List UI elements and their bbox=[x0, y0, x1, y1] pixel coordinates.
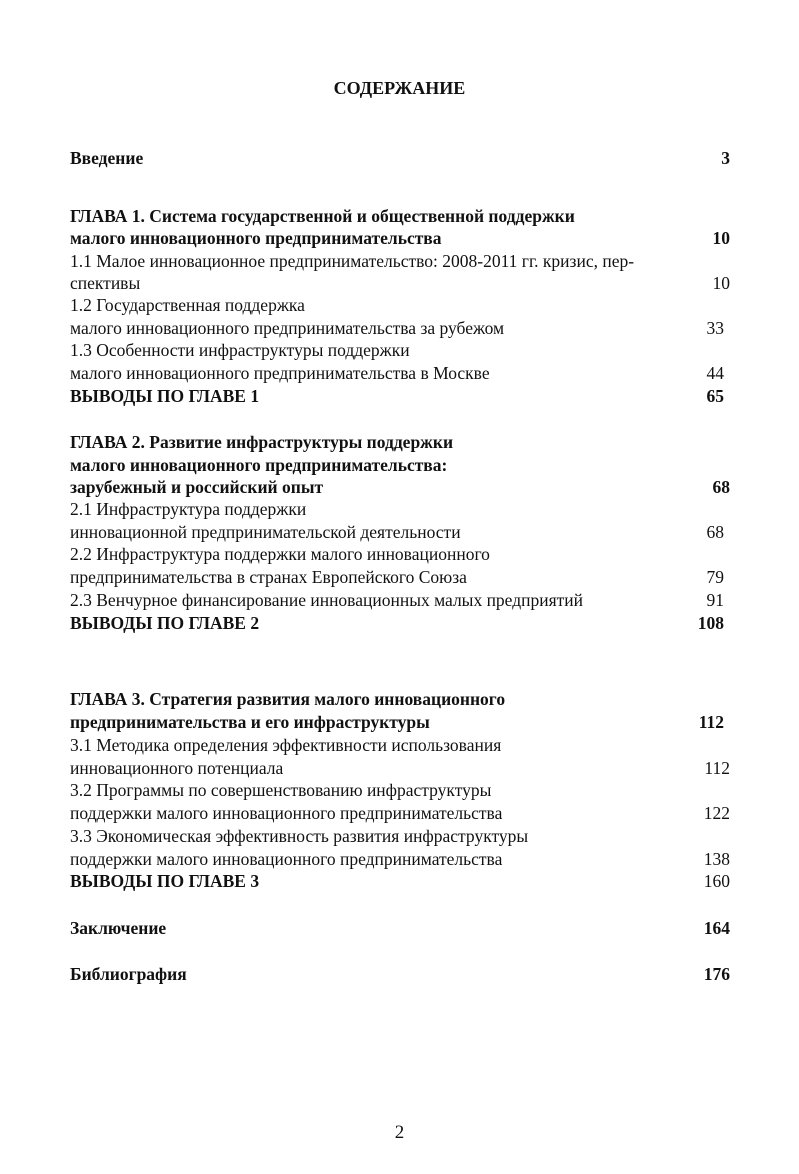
toc-ch2-s3-line1: 2.3 Венчурное финансирование инновационных малых предприятий bbox=[70, 590, 584, 610]
toc-ch1-conclusions-page: 65 bbox=[706, 386, 724, 406]
toc-ch3-s3-line2: поддержки малого инновационного предпринимательства bbox=[70, 849, 503, 869]
toc-ch2-title-line1: ГЛАВА 2. Развитие инфраструктуры поддержки bbox=[70, 432, 454, 452]
toc-ch1-s1-page: 10 bbox=[712, 273, 730, 293]
toc-ch3-conclusions-page: 160 bbox=[703, 871, 730, 891]
toc-ch3-s1-line2: инновационного потенциала bbox=[70, 758, 284, 778]
toc-ch3-title-line2: предпринимательства и его инфраструктуры bbox=[70, 712, 430, 732]
toc-ch1-s2-line1: 1.2 Государственная поддержка bbox=[70, 295, 305, 315]
toc-ch1-s1-line2: спективы bbox=[70, 273, 141, 293]
toc-ch1-s1-line1: 1.1 Малое инновационное предпринимательство: 2008-2011 гг. кризис, пер- bbox=[70, 251, 635, 271]
toc-ch1-s2-page: 33 bbox=[706, 318, 724, 338]
toc-conclusion-label: Заключение bbox=[70, 918, 167, 938]
toc-ch1-s2-line2: малого инновационного предпринимательства за рубежом bbox=[70, 318, 505, 338]
toc-ch3-s2-line2: поддержки малого инновационного предпринимательства bbox=[70, 803, 503, 823]
toc-ch1-page: 10 bbox=[712, 228, 730, 248]
toc-ch3-s3-page: 138 bbox=[703, 849, 730, 869]
toc-ch2-s2-page: 79 bbox=[706, 567, 724, 587]
toc-ch3-s2-page: 122 bbox=[703, 803, 730, 823]
toc-ch1-title-line2: малого инновационного предпринимательства bbox=[70, 228, 442, 248]
page-title: СОДЕРЖАНИЕ bbox=[333, 78, 466, 98]
toc-ch1-s3-line2: малого инновационного предпринимательства в Москве bbox=[70, 363, 490, 383]
toc-ch2-page: 68 bbox=[712, 477, 730, 497]
toc-ch2-s1-page: 68 bbox=[706, 522, 724, 542]
toc-bibliography-page: 176 bbox=[703, 964, 730, 984]
toc-bibliography-label: Библиография bbox=[70, 964, 187, 984]
toc-ch1-conclusions: ВЫВОДЫ ПО ГЛАВЕ 1 bbox=[70, 386, 260, 406]
toc-conclusion-page: 164 bbox=[703, 918, 730, 938]
toc-ch2-s2-line2: предпринимательства в странах Европейского Союза bbox=[70, 567, 467, 587]
toc-ch2-conclusions-page: 108 bbox=[697, 613, 724, 633]
toc-ch3-title-line1: ГЛАВА 3. Стратегия развития малого инновационного bbox=[70, 689, 506, 709]
toc-ch1-s3-line1: 1.3 Особенности инфраструктуры поддержки bbox=[70, 340, 410, 360]
toc-ch3-s1-line1: 3.1 Методика определения эффективности использования bbox=[70, 735, 502, 755]
toc-intro-page: 3 bbox=[721, 148, 730, 168]
toc-ch2-s1-line1: 2.1 Инфраструктура поддержки bbox=[70, 499, 307, 519]
toc-intro-label: Введение bbox=[70, 148, 144, 168]
toc-ch2-s1-line2: инновационной предпринимательской деятельности bbox=[70, 522, 461, 542]
toc-ch1-s3-page: 44 bbox=[706, 363, 724, 383]
toc-ch2-s3-page: 91 bbox=[706, 590, 724, 610]
toc-ch3-page: 112 bbox=[698, 712, 724, 732]
page-number: 2 bbox=[394, 1122, 405, 1143]
toc-ch2-s2-line1: 2.2 Инфраструктура поддержки малого инновационного bbox=[70, 544, 490, 564]
toc-ch2-title-line3: зарубежный и российский опыт bbox=[70, 477, 324, 497]
toc-ch2-title-line2: малого инновационного предпринимательства: bbox=[70, 455, 448, 475]
toc-ch3-s2-line1: 3.2 Программы по совершенствованию инфраструктуры bbox=[70, 780, 492, 800]
toc-ch3-s1-page: 112 bbox=[704, 758, 730, 778]
toc-ch3-conclusions: ВЫВОДЫ ПО ГЛАВЕ 3 bbox=[70, 871, 260, 891]
toc-ch1-title-line1: ГЛАВА 1. Система государственной и общественной поддержки bbox=[70, 206, 575, 226]
toc-ch2-conclusions: ВЫВОДЫ ПО ГЛАВЕ 2 bbox=[70, 613, 260, 633]
toc-ch3-s3-line1: 3.3 Экономическая эффективность развития инфраструктуры bbox=[70, 826, 529, 846]
